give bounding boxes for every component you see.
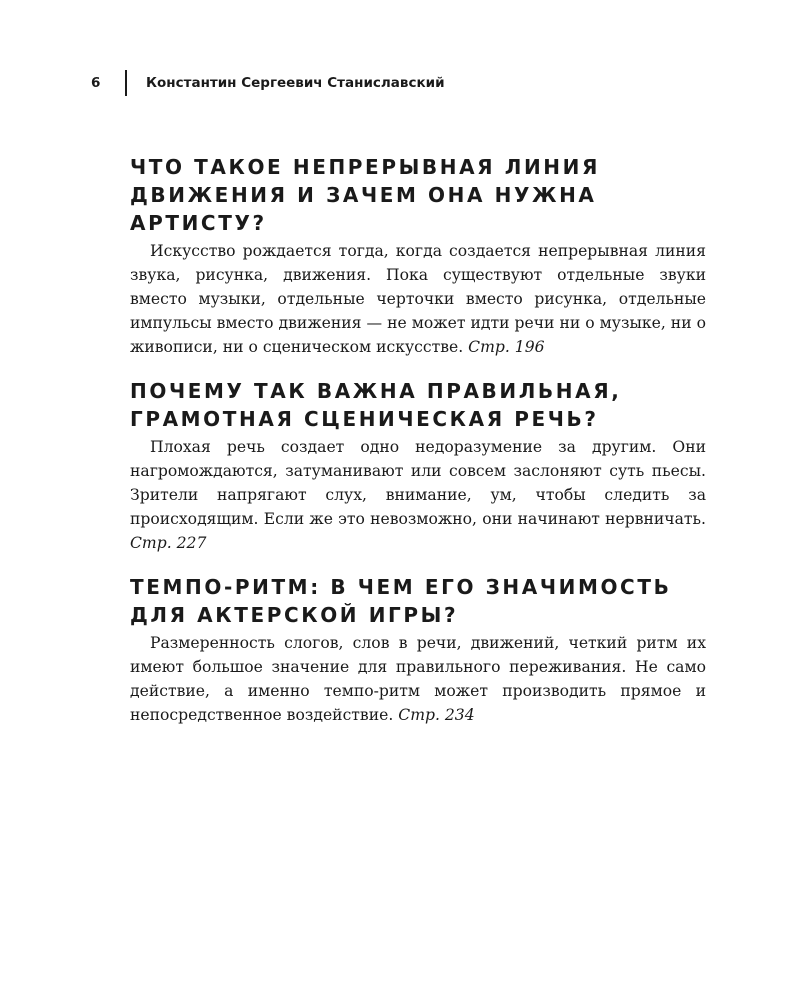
section-heading: ПОЧЕМУ ТАК ВАЖНА ПРАВИЛЬНАЯ, ГРАМОТНАЯ СЦЕНИЧЕСКАЯ РЕЧЬ? <box>130 379 622 431</box>
section-heading: ЧТО ТАКОЕ НЕПРЕРЫВНАЯ ЛИНИЯ ДВИЖЕНИЯ И ЗАЧЕМ ОНА НУЖНА АРТИСТУ? <box>130 155 600 235</box>
page-number: 6 <box>91 75 101 91</box>
body-text: Плохая речь создает одно недоразумение за другим. Они нагромождаются, затуманивают или совсем заслоняют суть пьесы. Зрители напрягают слух, внимание, ум, чтобы следить за происходящим. Если же это невозможно, они начинают нервничать. <box>130 438 706 528</box>
qa-section-stage-speech <box>130 377 706 555</box>
section-body <box>130 239 706 359</box>
page-reference: Стр. 234 <box>398 706 475 724</box>
running-head <box>91 70 445 96</box>
body-text: Размеренность слогов, слов в речи, движений, четкий ритм их имеют большое значение для правильного переживания. Не само действие, а именно темпо-ритм может производить прямое и непосредственное воздействие. <box>130 634 706 724</box>
header-divider <box>125 70 127 96</box>
section-body <box>130 631 706 727</box>
qa-section-tempo-rhythm <box>130 573 706 727</box>
section-body <box>130 435 706 555</box>
page-reference: Стр. 227 <box>130 534 207 552</box>
page-reference: Стр. 196 <box>468 338 545 356</box>
page-content <box>130 153 706 745</box>
qa-section-continuous-line <box>130 153 706 359</box>
running-head-author: Константин Сергеевич Станиславский <box>146 75 445 91</box>
body-text: Искусство рождается тогда, когда создается непрерывная линия звука, рисунка, движения. Пока существуют отдельные звуки вместо музыки, отдельные черточки вместо рисунка, отдельные импульсы вместо движения — не может идти речи ни о музыке, ни о живописи, ни о сценическом искусстве. <box>130 242 706 356</box>
section-heading: ТЕМПО-РИТМ: В ЧЕМ ЕГО ЗНАЧИМОСТЬ ДЛЯ АКТЕРСКОЙ ИГРЫ? <box>130 575 672 627</box>
